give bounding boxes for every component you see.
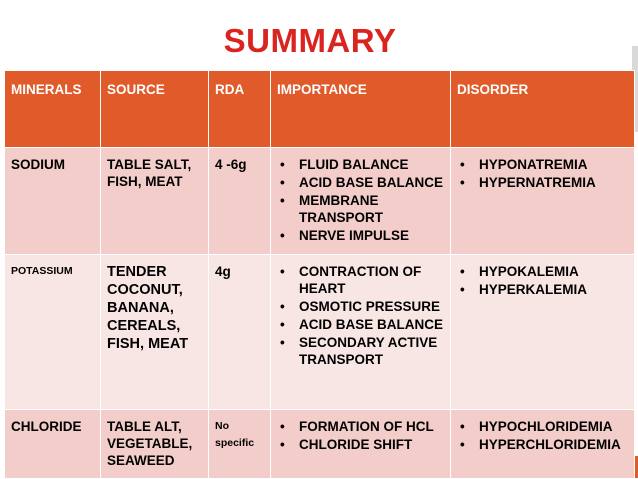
disorder-cell (451, 255, 635, 410)
summary-table (4, 70, 635, 479)
importance-cell (271, 410, 451, 479)
list-item: • ACID BASE BALANCE (277, 316, 444, 333)
mineral-cell: POTASSIUM (5, 255, 101, 410)
rda-cell: 4 -6g (209, 148, 271, 255)
list-item: • HYPONATREMIA (457, 156, 628, 173)
source-cell: TENDER COCONUT, BANANA, CEREALS, FISH, MEAT (101, 255, 209, 410)
header-importance: IMPORTANCE (271, 71, 451, 148)
list-item: • ACID BASE BALANCE (277, 174, 444, 191)
importance-cell (271, 148, 451, 255)
list-item: • HYPOKALEMIA (457, 263, 628, 280)
mineral-cell: CHLORIDE (5, 410, 101, 479)
list-item: • HYPERKALEMIA (457, 281, 628, 298)
list-item: • FORMATION OF HCL (277, 418, 444, 435)
table-row (5, 255, 635, 410)
header-source: SOURCE (101, 71, 209, 148)
list-item: • CONTRACTION OF HEART (277, 263, 444, 297)
list-item: • FLUID BALANCE (277, 156, 444, 173)
rda-cell: No specific (209, 410, 271, 479)
list-item: • CHLORIDE SHIFT (277, 436, 444, 453)
page-title: SUMMARY (223, 22, 397, 59)
importance-cell (271, 255, 451, 410)
table-header-row (5, 71, 635, 148)
rda-cell: 4g (209, 255, 271, 410)
list-item: • NERVE IMPULSE (277, 227, 444, 244)
disorder-cell (451, 148, 635, 255)
list-item: • HYPOCHLORIDEMIA (457, 418, 628, 435)
header-rda: RDA (209, 71, 271, 148)
header-disorder: DISORDER (451, 71, 635, 148)
source-cell: TABLE ALT, VEGETABLE, SEAWEED (101, 410, 209, 479)
list-item: • HYPERCHLORIDEMIA (457, 436, 628, 453)
disorder-cell (451, 410, 635, 479)
header-minerals: MINERALS (5, 71, 101, 148)
table-row (5, 148, 635, 255)
list-item: • MEMBRANE TRANSPORT (277, 192, 444, 226)
mineral-cell: SODIUM (5, 148, 101, 255)
list-item: • OSMOTIC PRESSURE (277, 298, 444, 315)
list-item: • HYPERNATREMIA (457, 174, 628, 191)
source-cell: TABLE SALT, FISH, MEAT (101, 148, 209, 255)
table-row (5, 410, 635, 479)
list-item: • SECONDARY ACTIVE TRANSPORT (277, 334, 444, 368)
